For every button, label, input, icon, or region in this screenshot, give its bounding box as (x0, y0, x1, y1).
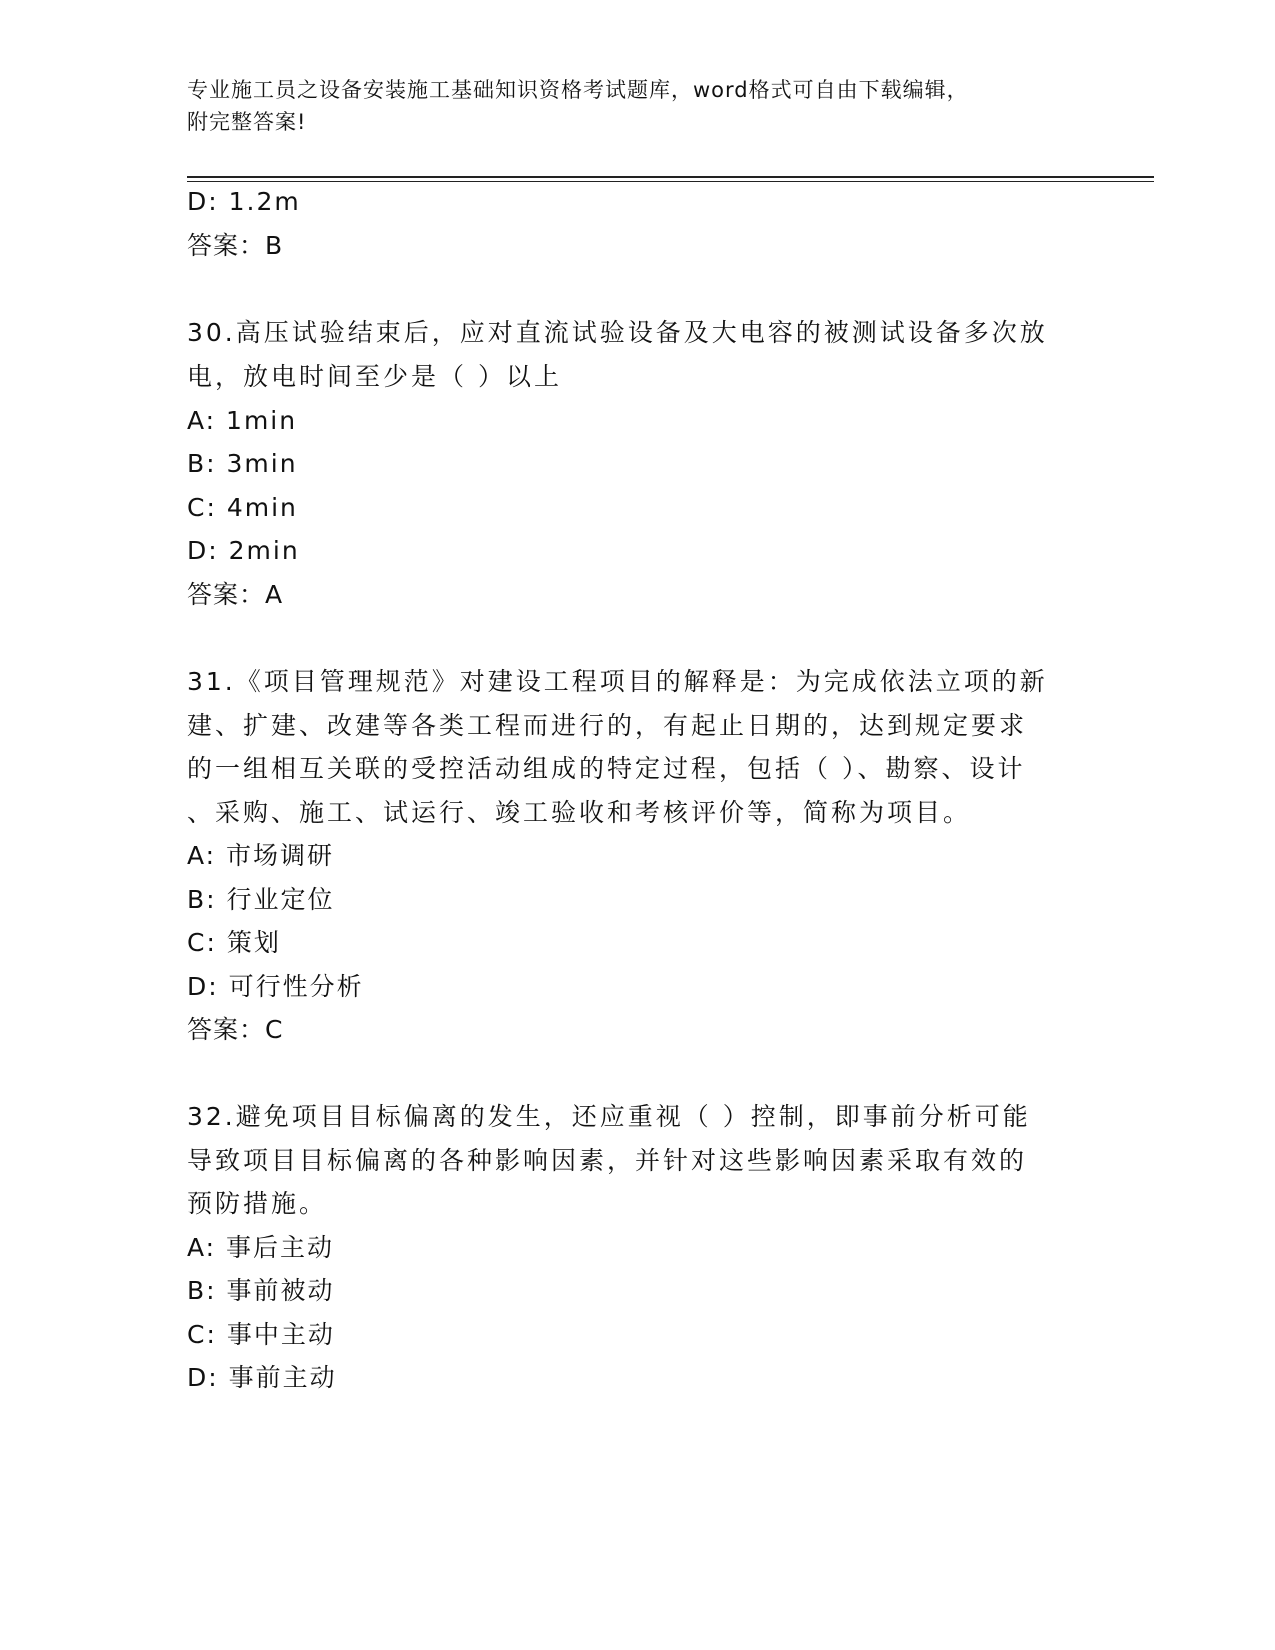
q30-stem-line-1: 30.高压试验结束后，应对直流试验设备及大电容的被测试设备多次放 (187, 318, 1048, 347)
q31-stem-line-3: 的一组相互关联的受控活动组成的特定过程，包括（ ）、勘察、设计 (187, 754, 1026, 783)
q32-option-c: C: 事中主动 (187, 1320, 335, 1349)
header-line-2: 附完整答案! (187, 110, 307, 134)
q32-option-b: B: 事前被动 (187, 1276, 335, 1305)
q31-option-c: C: 策划 (187, 928, 281, 957)
q31-stem-line-2: 建、扩建、改建等各类工程而进行的，有起止日期的，达到规定要求 (187, 711, 1028, 740)
q30-stem-line-2: 电，放电时间至少是（ ）以上 (187, 362, 562, 391)
q32-stem-line-3: 预防措施。 (187, 1189, 328, 1218)
q31-stem-line-4: 、采购、施工、试运行、竣工验收和考核评价等，简称为项目。 (187, 798, 972, 827)
document-header (187, 74, 1077, 138)
q30-answer: 答案：A (187, 580, 284, 609)
q30-option-d: D: 2min (187, 536, 300, 565)
header-rule-thin (187, 181, 1154, 182)
header-rule-thick (187, 176, 1154, 178)
q32-option-d: D: 事前主动 (187, 1363, 337, 1392)
q31-option-a: A: 市场调研 (187, 841, 335, 870)
q32-stem-line-1: 32.避免项目目标偏离的发生，还应重视（ ）控制，即事前分析可能 (187, 1102, 1031, 1131)
q30-option-a: A: 1min (187, 406, 298, 435)
q32-option-a: A: 事后主动 (187, 1233, 335, 1262)
q32-stem-line-2: 导致项目目标偏离的各种影响因素，并针对这些影响因素采取有效的 (187, 1146, 1028, 1175)
q30-option-c: C: 4min (187, 493, 298, 522)
q31-stem-line-1: 31.《项目管理规范》对建设工程项目的解释是：为完成依法立项的新 (187, 667, 1048, 696)
q29-option-d: D: 1.2m (187, 187, 301, 216)
header-line-1: 专业施工员之设备安装施工基础知识资格考试题库，word格式可自由下载编辑， (187, 78, 969, 102)
q31-option-b: B: 行业定位 (187, 885, 335, 914)
q30-option-b: B: 3min (187, 449, 298, 478)
q31-option-d: D: 可行性分析 (187, 972, 364, 1001)
q29-answer: 答案：B (187, 231, 284, 260)
q31-answer: 答案：C (187, 1015, 284, 1044)
